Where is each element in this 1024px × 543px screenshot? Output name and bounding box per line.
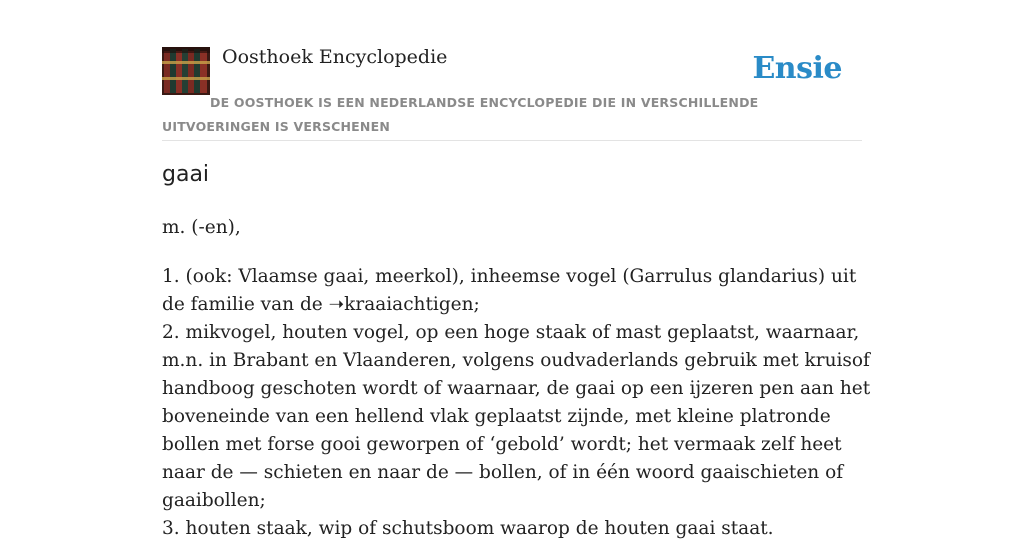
kraaiachtigen-link-label: kraaiachtigen [344, 294, 474, 315]
definition-1-end: ; [473, 294, 480, 315]
kraaiachtigen-link[interactable] [329, 294, 474, 315]
site-title[interactable]: Oosthoek Encyclopedie [222, 46, 448, 68]
definition-2: 2. mikvogel, houten vogel, op een hoge staak of mast geplaatst, waarnaar, m.n. in Brabant en Vlaanderen, volgens oudvaderlands gebruik met kruisof handboog geschoten wordt of waarnaar, de gaai op een ijzeren pen aan het boveneinde van een hellend vlak geplaatst zijnde, met kleine platronde bollen met forse gooi geworpen of ‘gebold’ wordt; het vermaak zelf heet naar de — schieten en naar de — bollen, of in één woord gaaischieten of gaaibollen; [162, 322, 871, 511]
site-tagline: DE OOSTHOEK IS EEN NEDERLANDSE ENCYCLOPEDIE DIE IN VERSCHILLENDE UITVOERINGEN IS VERSCHENEN [162, 95, 759, 134]
definition-1 [162, 263, 872, 319]
entry-grammar: m. (-en), [162, 217, 241, 238]
definition-1-text: 1. (ook: Vlaamse gaai, meerkol), inheemse vogel (Garrulus glandarius) uit de familie van de [162, 266, 857, 315]
ensie-logo-link[interactable]: Ensie [752, 51, 842, 86]
entry-definition [162, 263, 872, 543]
definition-3: 3. houten staak, wip of schutsboom waarop de houten gaai staat. [162, 518, 774, 539]
entry-title: gaai [162, 162, 210, 187]
encyclopedia-books-icon[interactable] [162, 47, 210, 95]
site-header [162, 46, 862, 141]
arrow-right-icon: ➝ [328, 294, 345, 315]
